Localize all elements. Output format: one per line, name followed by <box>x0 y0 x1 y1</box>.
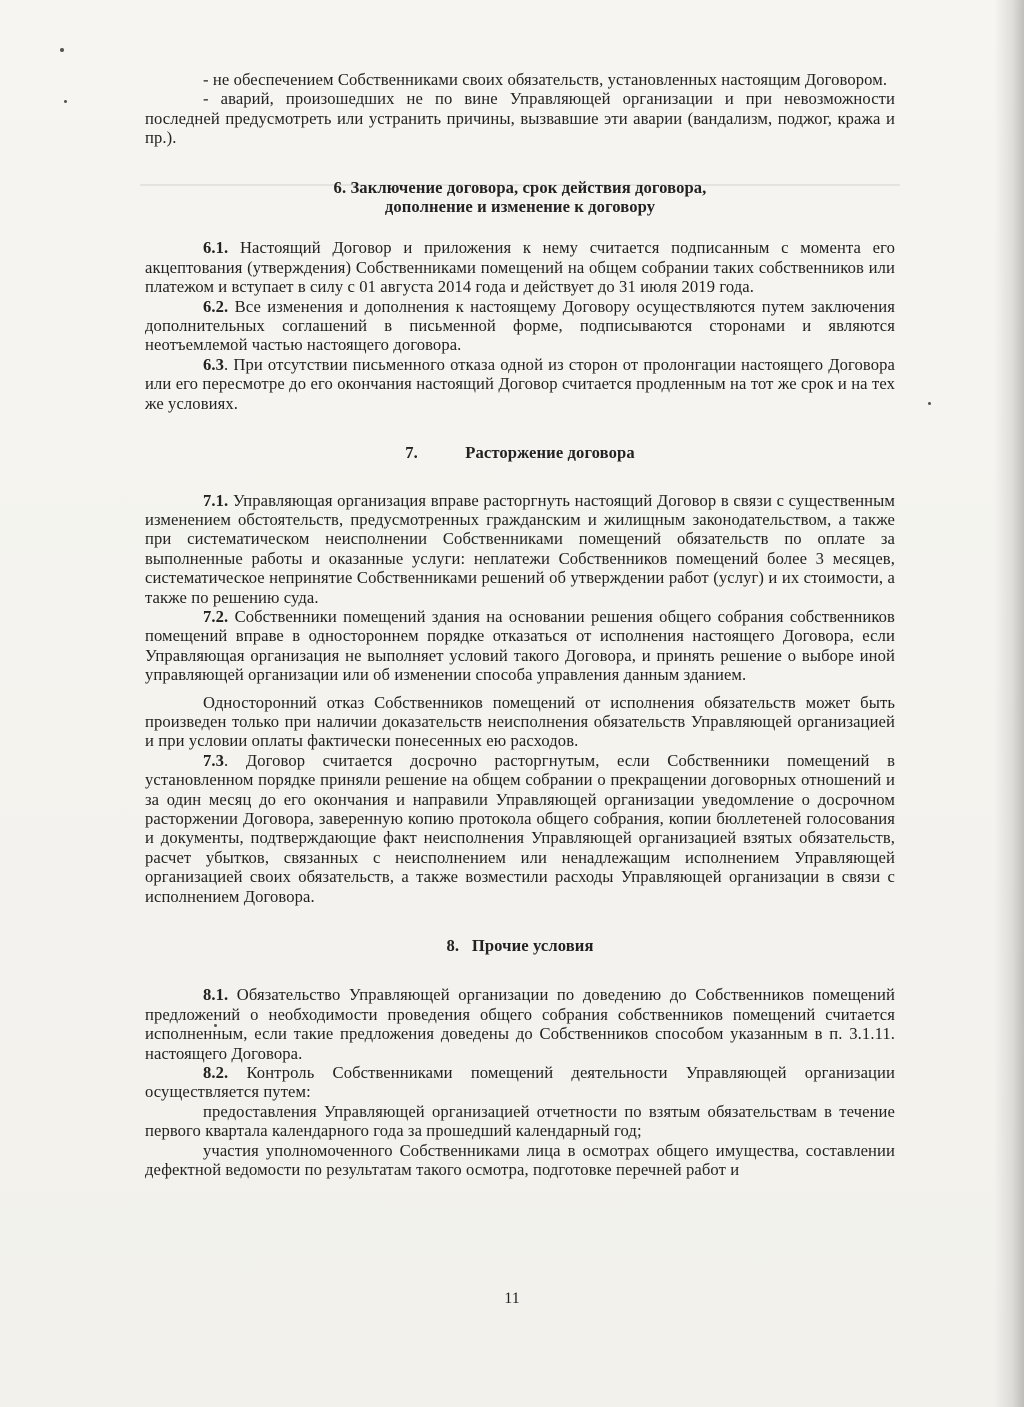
clause-8-2-item-1: предоставления Управляющей организацией отчетности по взятым обязательствам в течение первого квартала календарного года за прошедший календарный год; <box>145 1101 895 1141</box>
clause-text: Собственники помещений здания на основании решения общего собрания собственников помещений вправе в одностороннем порядке отказаться от исполнения настоящего Договора, если Управляющая организация не выполняет условий такого Договора, и принять решение о выборе иной управляющей организации или об изменении способа управления данным зданием. <box>145 606 895 685</box>
clause-6-3 <box>145 355 895 413</box>
clause-number: 8.1. <box>203 985 229 1005</box>
clause-number: 7.3 <box>203 750 225 770</box>
clause-8-1 <box>145 985 895 1063</box>
section-7-heading <box>145 443 895 462</box>
clause-6-2 <box>145 297 895 355</box>
clause-8-2 <box>145 1063 895 1102</box>
clause-text: . При отсутствии письменного отказа одной из сторон от пролонгации настоящего Договора или его пересмотре до его окончания настоящий Договор считается продленным на тот же срок и на тех же условиях. <box>145 354 895 413</box>
clause-7-1 <box>145 491 895 607</box>
clause-number: 6.1. <box>203 238 229 258</box>
clause-text: Все изменения и дополнения к настоящему Договору осуществляются путем заключения дополнительных соглашений в письменной форме, подписываются сторонами и являются неотъемлемой частью настоящего договора. <box>145 296 895 355</box>
clause-number: 8.2. <box>203 1063 229 1083</box>
clause-text: Обязательство Управляющей организации по доведению до Собственников помещений предложений о необходимости проведения общего собрания собственников помещений считается исполненным, если такие предложения доведены до Собственников способом указанным в п. 3.1.11. настоящего Договора. <box>145 985 895 1063</box>
clause-number: 7.1. <box>203 490 229 510</box>
clause-text: Настоящий Договор и приложения к нему считается подписанным с момента его акцептования (утверждения) Собственниками помещений на общем собрании таких собственников или платежом и вступает в силу с 01 августа 2014 года и действует до 31 июля 2019 года. <box>145 238 895 297</box>
scan-speck <box>928 402 931 405</box>
scan-speck <box>64 100 67 103</box>
clause-number: 7.2. <box>203 606 229 626</box>
clause-6-1 <box>145 238 895 296</box>
clause-7-3 <box>145 751 895 906</box>
intro-item-2: - аварий, произошедших не по вине Управляющей организации и при невозможности последней предусмотреть или устранить причины, вызвавшие эти аварии (вандализм, поджог, кража и пр.). <box>145 89 895 148</box>
section-8-title: 8. Прочие условия <box>446 936 594 956</box>
clause-7-2-continued: Односторонний отказ Собственников помещений от исполнения обязательств может быть произведен только при наличии доказательств неисполнения обязательств Управляющей организацией и при условии оплаты фактически понесенных ею расходов. <box>145 692 895 751</box>
document-body <box>145 70 895 1180</box>
section-6-title-line-1: 6. Заключение договора, срок действия договора, <box>333 177 707 197</box>
clause-text: Контроль Собственниками помещений деятельности Управляющей организации осуществляется путем: <box>145 1063 895 1102</box>
clause-text: . Договор считается досрочно расторгнутым, если Собственники помещений в установленном порядке приняли решение на общем собрании о прекращении договорных отношений и за один месяц до его окончания и направили Управляющей организации уведомление о досрочном расторжении Договора, заверенную копию протокола общего собрания, копии бюллетеней голосования и документы, подтверждающие факт неисполнения Управляющей организацией взятых обязательств, расчет убытков, связанных с неисполнением или ненадлежащим исполнением Управляющей организацией своих обязательств, а также возместили расходы Управляющей организации в связи с исполнением Договора. <box>145 750 895 906</box>
page-edge-shadow <box>994 0 1024 1407</box>
section-8-heading <box>145 936 895 955</box>
clause-number: 6.3 <box>203 354 225 374</box>
intro-item-1: - не обеспечением Собственниками своих обязательств, установленных настоящим Договором. <box>203 70 888 89</box>
section-7-number: 7. <box>405 443 418 463</box>
scan-speck <box>60 48 64 52</box>
page-number: 11 <box>504 1290 520 1307</box>
clause-number: 6.2. <box>203 296 229 316</box>
clause-7-2 <box>145 607 895 685</box>
clause-text: Управляющая организация вправе расторгнуть настоящий Договор в связи с существенным изменением обстоятельств, предусмотренных гражданским и жилищным законодательством, а также при систематическом неисполнении Собственниками помещений обязательств по оплате за выполненные работы и оказанные услуги: неплатежи Собственников помещений более 3 месяцев, систематическое непринятие Собственниками решений об утверждении работ (услуг) и их стоимости, а также по решению суда. <box>145 490 895 607</box>
section-7-title: Расторжение договора <box>465 443 635 463</box>
section-6-heading <box>145 178 895 217</box>
clause-8-2-item-2: участия уполномоченного Собственниками лица в осмотрах общего имущества, составлении дефектной ведомости по результатам такого осмотра, подготовке перечней работ и <box>145 1140 895 1180</box>
section-6-title-line-2: дополнение и изменение к договору <box>384 197 656 217</box>
